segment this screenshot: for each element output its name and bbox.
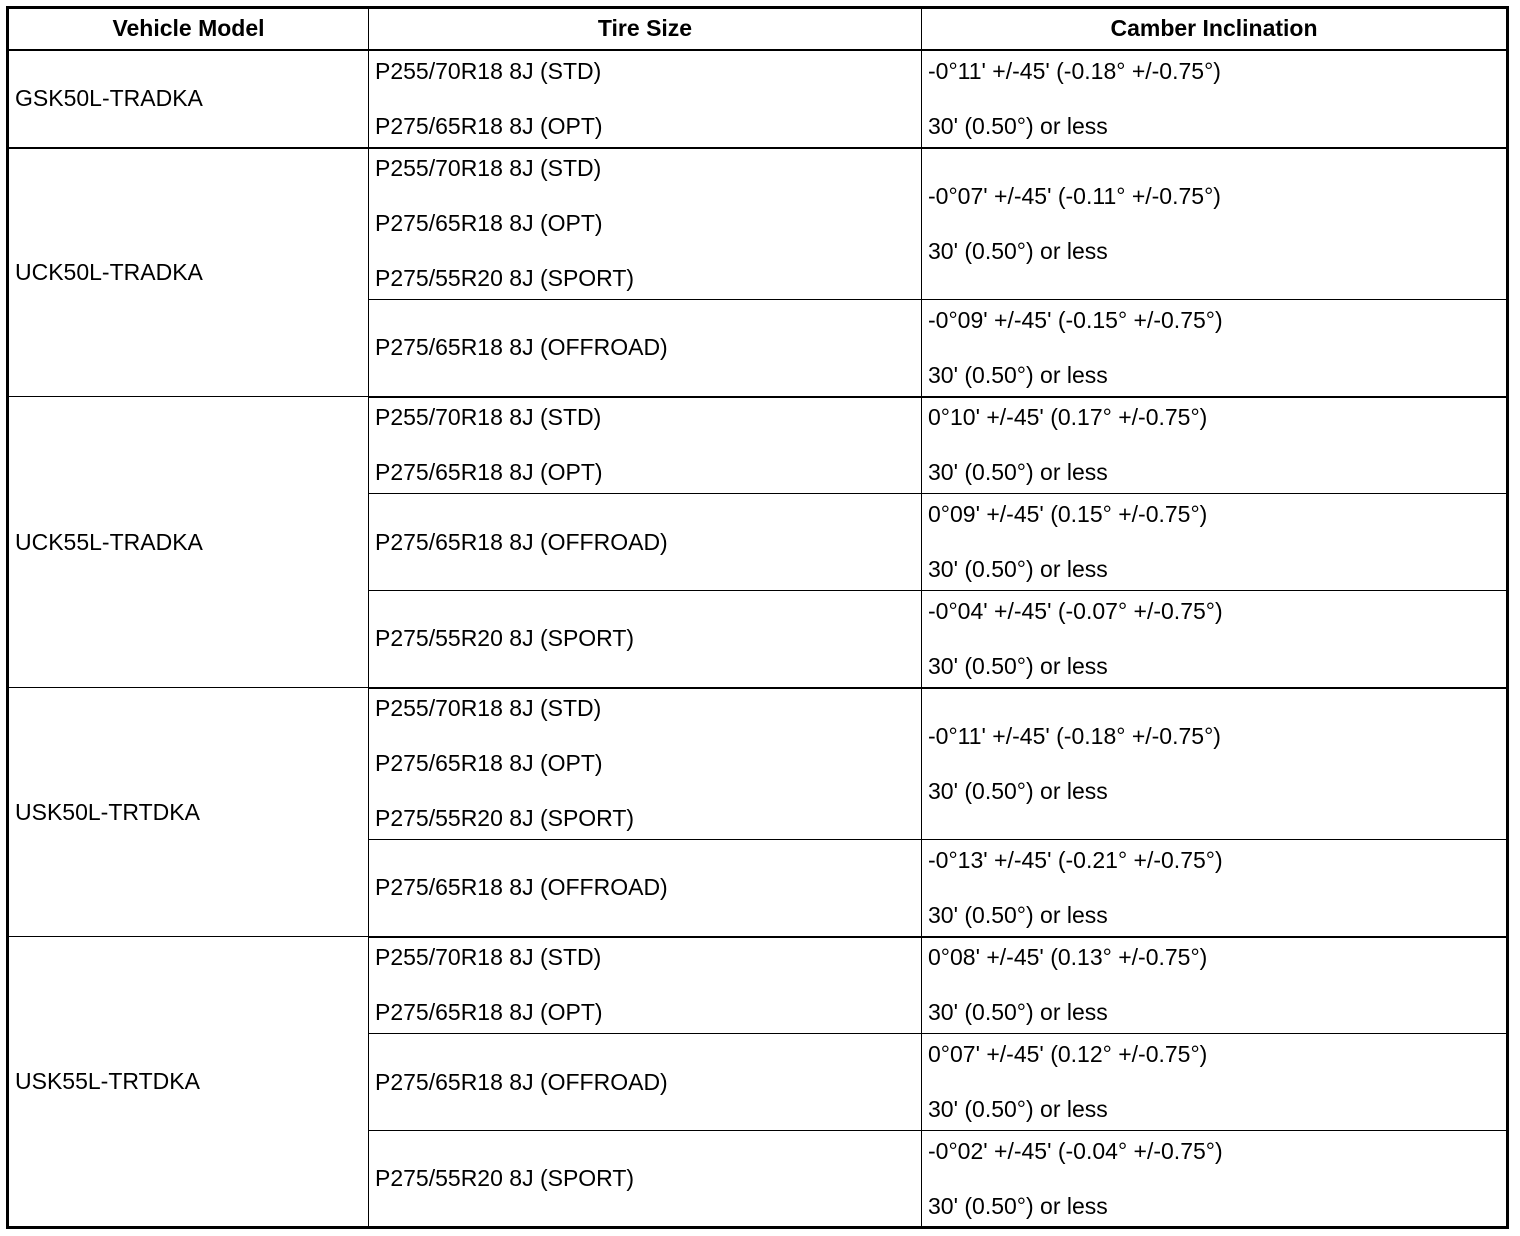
camber-difference: 30' (0.50°) or less bbox=[928, 556, 1108, 582]
tire-size-cell bbox=[369, 397, 922, 494]
vehicle-model-cell: UCK50L-TRADKA bbox=[8, 148, 369, 397]
camber-value: -0°02' +/-45' (-0.04° +/-0.75°) bbox=[928, 1137, 1223, 1164]
tire-size: P275/65R18 8J (OFFROAD) bbox=[375, 874, 668, 901]
tire-size: P275/65R18 8J (OPT) bbox=[375, 112, 603, 139]
tire-size-cell bbox=[369, 1034, 922, 1131]
camber-cell bbox=[922, 148, 1508, 300]
tire-size: P275/65R18 8J (OPT) bbox=[375, 210, 603, 237]
camber-cell bbox=[922, 494, 1508, 591]
tire-size: P275/55R20 8J (SPORT) bbox=[375, 625, 635, 652]
tire-size: P275/65R18 8J (OFFROAD) bbox=[375, 334, 668, 361]
camber-difference: 30' (0.50°) or less bbox=[928, 999, 1108, 1026]
header-tire-size: Tire Size bbox=[369, 8, 922, 50]
tire-size: P255/70R18 8J (STD) bbox=[375, 404, 602, 431]
camber-value: -0°04' +/-45' (-0.07° +/-0.75°) bbox=[928, 597, 1223, 624]
table-row bbox=[8, 148, 1508, 300]
camber-difference: 30' (0.50°) or less bbox=[928, 652, 1108, 679]
camber-difference: 30' (0.50°) or less bbox=[928, 901, 1108, 928]
header-camber-inclination: Camber Inclination bbox=[922, 8, 1508, 50]
table-row bbox=[8, 50, 1508, 148]
tire-size: P255/70R18 8J (STD) bbox=[375, 695, 602, 722]
camber-cell bbox=[922, 688, 1508, 840]
camber-value: 0°07' +/-45' (0.12° +/-0.75°) bbox=[928, 1041, 1208, 1067]
camber-cell bbox=[922, 50, 1508, 148]
camber-difference: 30' (0.50°) or less bbox=[928, 112, 1108, 139]
tire-size: P255/70R18 8J (STD) bbox=[375, 944, 602, 971]
camber-cell bbox=[922, 937, 1508, 1034]
vehicle-model-cell: USK55L-TRTDKA bbox=[8, 937, 369, 1228]
camber-difference: 30' (0.50°) or less bbox=[928, 1096, 1108, 1122]
tire-size-cell bbox=[369, 148, 922, 300]
camber-cell bbox=[922, 397, 1508, 494]
tire-size: P275/65R18 8J (OFFROAD) bbox=[375, 1068, 668, 1095]
tire-size-cell bbox=[369, 591, 922, 688]
vehicle-model-cell: USK50L-TRTDKA bbox=[8, 688, 369, 937]
camber-difference: 30' (0.50°) or less bbox=[928, 1192, 1108, 1219]
tire-size: P275/65R18 8J (OFFROAD) bbox=[375, 528, 668, 555]
header-vehicle-model: Vehicle Model bbox=[8, 8, 369, 50]
header-row bbox=[8, 8, 1508, 50]
camber-value: 0°09' +/-45' (0.15° +/-0.75°) bbox=[928, 501, 1208, 527]
camber-cell bbox=[922, 300, 1508, 397]
vehicle-model-cell: UCK55L-TRADKA bbox=[8, 397, 369, 688]
camber-value: 0°10' +/-45' (0.17° +/-0.75°) bbox=[928, 404, 1208, 431]
tire-size-cell bbox=[369, 1131, 922, 1228]
camber-value: -0°11' +/-45' (-0.18° +/-0.75°) bbox=[928, 722, 1221, 749]
tire-size: P275/55R20 8J (SPORT) bbox=[375, 1165, 635, 1191]
tire-size-cell bbox=[369, 688, 922, 840]
tire-size-cell bbox=[369, 494, 922, 591]
camber-cell bbox=[922, 840, 1508, 937]
camber-difference: 30' (0.50°) or less bbox=[928, 361, 1108, 388]
camber-value: -0°07' +/-45' (-0.11° +/-0.75°) bbox=[928, 182, 1221, 209]
tire-size: P255/70R18 8J (STD) bbox=[375, 155, 602, 182]
camber-cell bbox=[922, 591, 1508, 688]
table-row bbox=[8, 688, 1508, 840]
camber-value: 0°08' +/-45' (0.13° +/-0.75°) bbox=[928, 944, 1208, 971]
camber-difference: 30' (0.50°) or less bbox=[928, 459, 1108, 486]
vehicle-model-cell: GSK50L-TRADKA bbox=[8, 50, 369, 148]
camber-spec-table bbox=[6, 6, 1509, 1229]
tire-size-cell bbox=[369, 937, 922, 1034]
camber-cell bbox=[922, 1034, 1508, 1131]
tire-size: P275/65R18 8J (OPT) bbox=[375, 459, 603, 486]
tire-size: P275/65R18 8J (OPT) bbox=[375, 999, 603, 1026]
table-row bbox=[8, 397, 1508, 494]
tire-size-cell bbox=[369, 300, 922, 397]
camber-value: -0°11' +/-45' (-0.18° +/-0.75°) bbox=[928, 57, 1221, 84]
camber-value: -0°09' +/-45' (-0.15° +/-0.75°) bbox=[928, 306, 1223, 333]
tire-size-cell bbox=[369, 840, 922, 937]
tire-size: P275/55R20 8J (SPORT) bbox=[375, 805, 635, 832]
tire-size: P255/70R18 8J (STD) bbox=[375, 57, 602, 84]
camber-difference: 30' (0.50°) or less bbox=[928, 777, 1108, 804]
table-row bbox=[8, 937, 1508, 1034]
tire-size-cell bbox=[369, 50, 922, 148]
camber-difference: 30' (0.50°) or less bbox=[928, 237, 1108, 264]
tire-size: P275/55R20 8J (SPORT) bbox=[375, 265, 635, 292]
camber-cell bbox=[922, 1131, 1508, 1228]
camber-value: -0°13' +/-45' (-0.21° +/-0.75°) bbox=[928, 846, 1223, 873]
tire-size: P275/65R18 8J (OPT) bbox=[375, 750, 603, 777]
